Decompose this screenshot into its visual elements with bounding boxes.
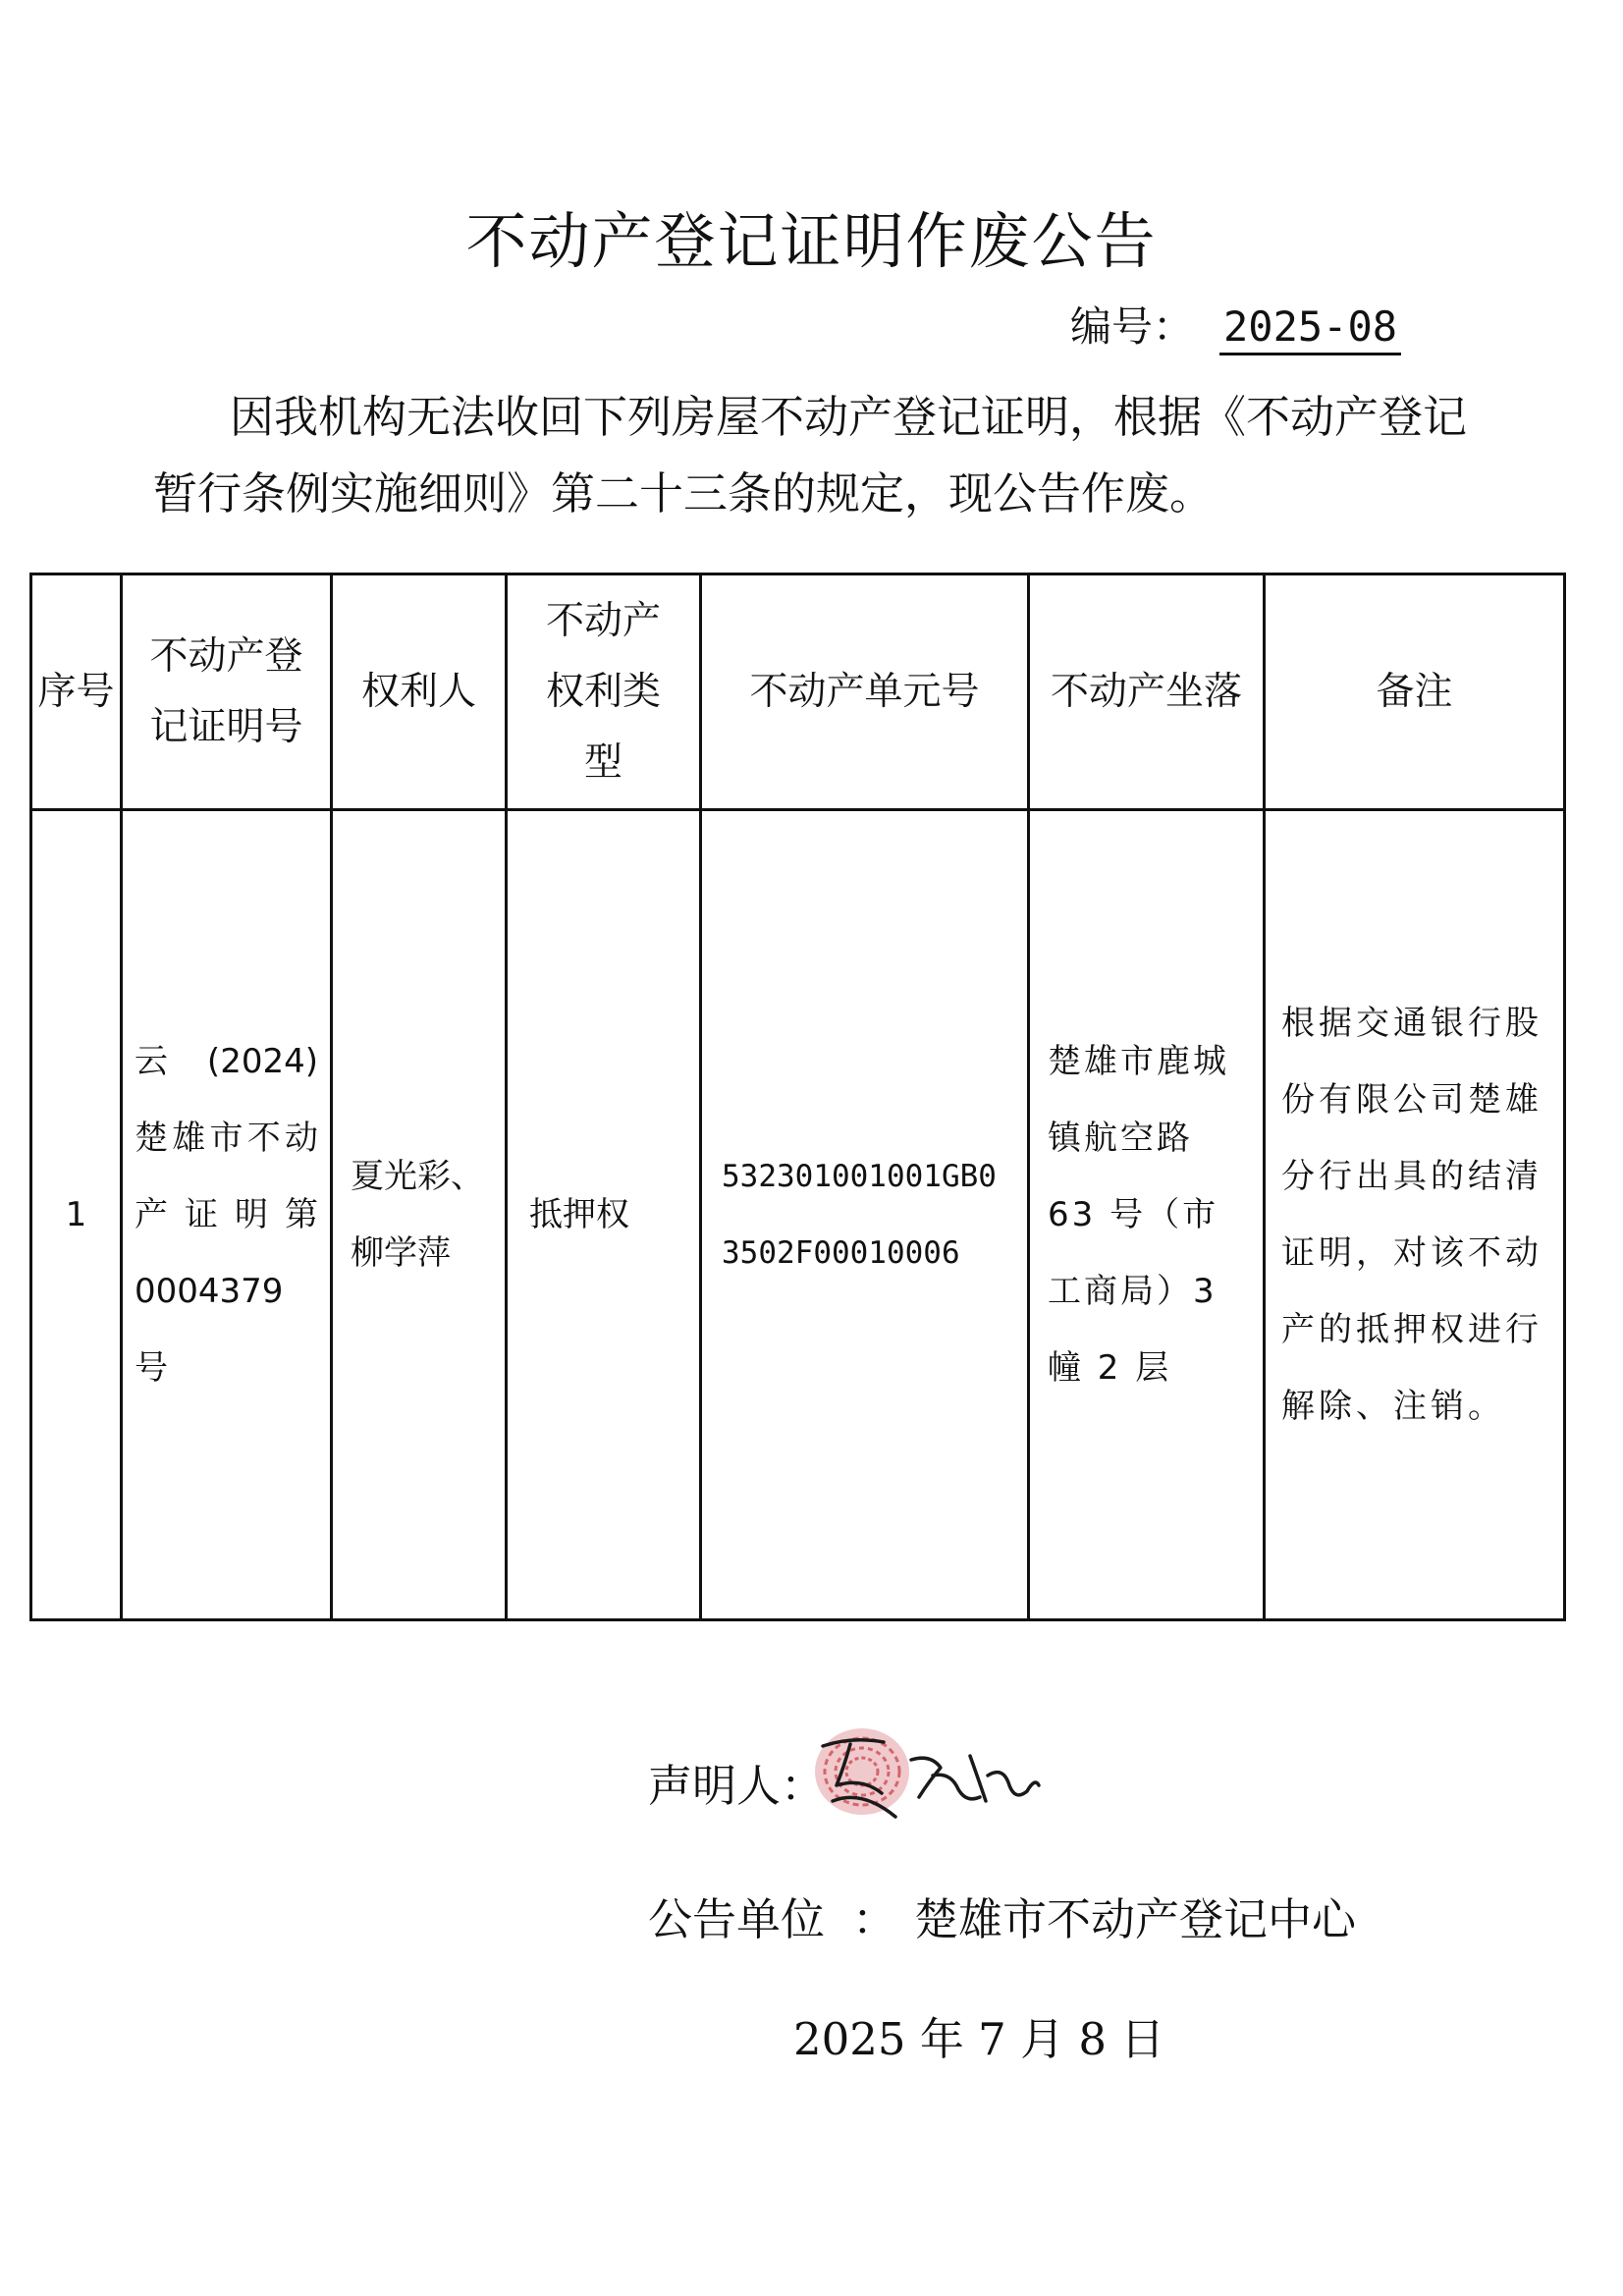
cell-holder: 夏光彩、柳学萍: [332, 810, 507, 1620]
cell-location: 楚雄市鹿城镇航空路 63 号（市工商局）3 幢 2 层: [1029, 810, 1265, 1620]
issuer-line: [648, 1884, 1356, 1947]
handwritten-signature: [793, 1707, 1049, 1834]
document-number-label: 编号：: [1070, 302, 1195, 351]
cell-index: 1: [31, 810, 122, 1620]
intro-line-2: 暂行条例实施细则》第二十三条的规定，现公告作废。: [153, 467, 1215, 519]
announcement-date: 2025 年 7 月 8 日: [793, 2013, 1165, 2065]
issuer-label: 公告单位: [648, 1893, 826, 1945]
declarant-label: 声明人：: [648, 1760, 826, 1812]
table-row: [31, 810, 1565, 1620]
void-certificate-table: [29, 573, 1563, 1621]
table-header-row: [31, 574, 1565, 810]
page-title: 不动产登记证明作废公告: [465, 205, 1158, 277]
document-number-value: 2025-08: [1219, 302, 1401, 355]
header-unit-no: 不动产单元号: [701, 574, 1029, 810]
document-number: [1070, 295, 1401, 355]
header-index: 序号: [31, 574, 122, 810]
header-location: 不动产坐落: [1029, 574, 1265, 810]
cell-unit-no: 532301001001GB03502F00010006: [701, 810, 1029, 1620]
cell-remarks: 根据交通银行股份有限公司楚雄分行出具的结清证明，对该不动产的抵押权进行解除、注销。: [1265, 810, 1565, 1620]
intro-line-1: 因我机构无法收回下列房屋不动产登记证明，根据《不动产登记: [230, 391, 1468, 443]
cell-right-type: 抵押权: [507, 810, 701, 1620]
header-holder: 权利人: [332, 574, 507, 810]
cell-certificate: 云 (2024) 楚雄市不动产证明第 0004379 号: [122, 810, 332, 1620]
header-right-type: 不动产权利类型: [507, 574, 701, 810]
issuer-separator: ：: [852, 1893, 897, 1945]
header-certificate: 不动产登记证明号: [122, 574, 332, 810]
header-remarks: 备注: [1265, 574, 1565, 810]
issuer-name: 楚雄市不动产登记中心: [914, 1893, 1357, 1945]
